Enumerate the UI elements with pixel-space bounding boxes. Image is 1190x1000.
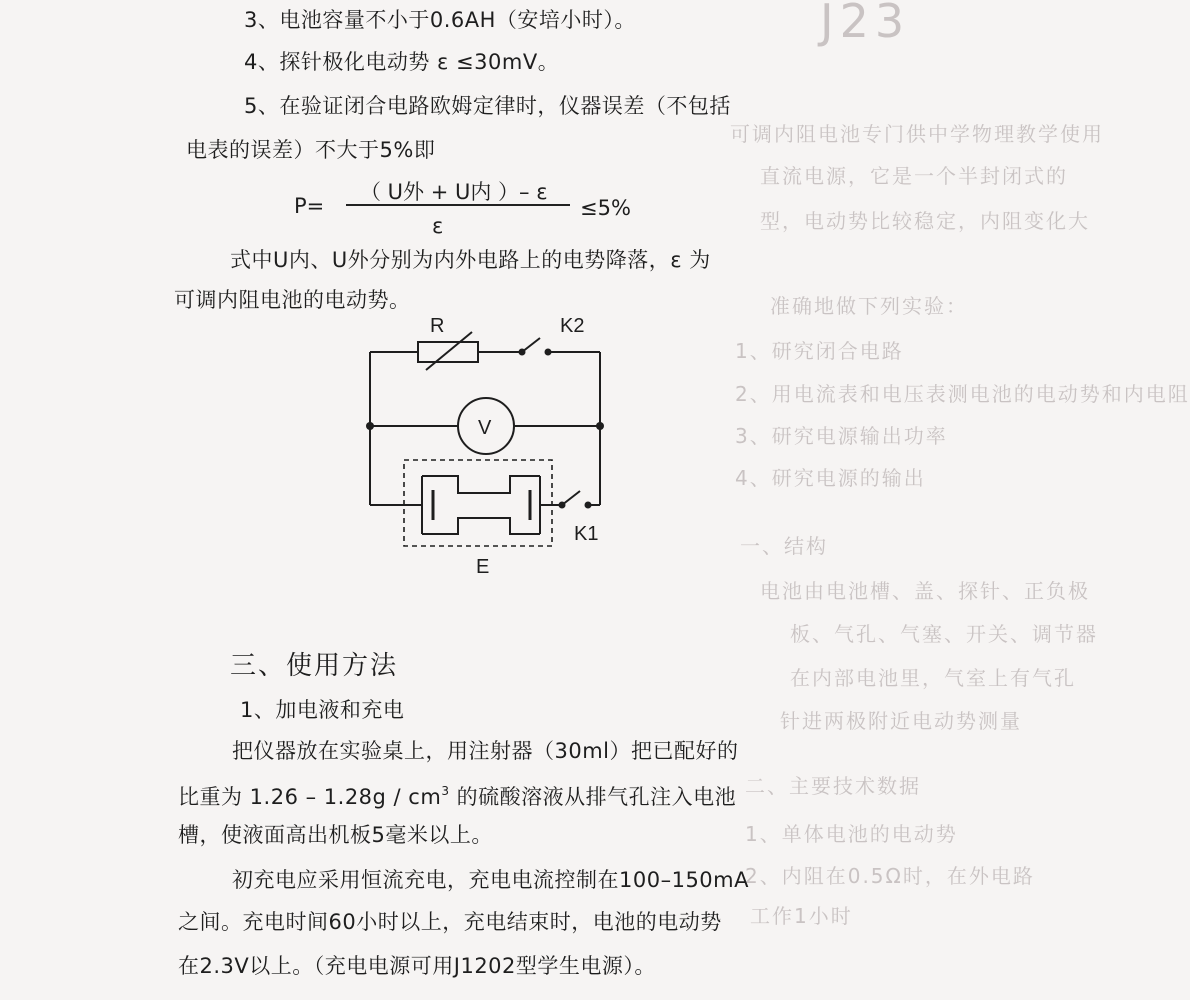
bleed-through-text: 针进两极附近电动势测量	[780, 709, 1022, 733]
bleed-through-text: 二、主要技术数据	[745, 774, 921, 798]
spec-item-5: 5、在验证闭合电路欧姆定律时，仪器误差（不包括	[244, 94, 731, 118]
battery-cell	[422, 476, 540, 534]
bleed-through-text: 工作1小时	[750, 904, 853, 928]
superscript: 3	[441, 784, 450, 798]
battery-label: E	[476, 556, 490, 578]
formula-numerator: （ U外 + U内 ）– ε	[360, 180, 548, 204]
bleed-through-text: 型，电动势比较稳定，内阻变化大	[760, 209, 1090, 233]
body-paragraph: 把仪器放在实验桌上，用注射器（30ml）把已配好的	[232, 739, 739, 763]
bleed-through-text: 直流电源，它是一个半封闭式的	[760, 164, 1068, 188]
junction-dot	[596, 422, 604, 430]
density-text-tail: 的硫酸溶液从排气孔注入电池	[449, 785, 737, 809]
bleed-through-text: 4、研究电源的输出	[735, 466, 926, 490]
spec-item-3: 3、电池容量不小于0.6AH（安培小时）。	[244, 8, 636, 32]
section-heading: 三、使用方法	[230, 651, 399, 681]
formula-denominator: ε	[432, 214, 444, 238]
bleed-through-text: 可调内阻电池专门供中学物理教学使用	[730, 122, 1104, 146]
bleed-through-text: 准确地做下列实验：	[770, 294, 968, 318]
bleed-through-text: 2、内阻在0.5Ω时，在外电路	[745, 864, 1035, 888]
formula-lhs: P=	[294, 194, 325, 218]
spec-item-5-continued: 电表的误差）不大于5%即	[186, 138, 436, 162]
bleed-through-text: 2、用电流表和电压表测电池的电动势和内电阻	[735, 382, 1190, 406]
bleed-through-text: 1、单体电池的电动势	[745, 822, 958, 846]
bleed-through-text: 3、研究电源输出功率	[735, 424, 948, 448]
bleed-through-text: 在内部电池里，气室上有气孔	[790, 666, 1076, 690]
variable-resistor	[418, 332, 478, 370]
bleed-through-text: 电池由电池槽、盖、探针、正负极	[760, 579, 1090, 603]
body-paragraph-line: 在2.3V以上。（充电电源可用J1202型学生电源）。	[178, 954, 656, 978]
formula-explanation: 式中U内、U外分别为内外电路上的电势降落，ε 为	[230, 248, 711, 272]
switch-k1-label: K1	[574, 523, 599, 545]
switch-k2-label: K2	[560, 315, 585, 337]
switch-k2	[519, 338, 552, 356]
body-paragraph-line: 之间。充电时间60小时以上，充电结束时，电池的电动势	[178, 910, 722, 934]
spec-item-4: 4、探针极化电动势 ε ≤30mV。	[244, 50, 560, 74]
bleed-through-text: 板、气孔、气塞、开关、调节器	[790, 622, 1098, 646]
formula-explanation-continued: 可调内阻电池的电动势。	[174, 288, 411, 312]
density-text: 比重为 1.26 – 1.28g / cm	[178, 785, 442, 809]
body-paragraph-line	[178, 785, 736, 808]
resistor-label: R	[430, 315, 445, 337]
bleed-through-text: J23	[820, 0, 911, 48]
junction-dot	[366, 422, 374, 430]
formula-rhs: ≤5%	[580, 196, 631, 220]
body-paragraph-line: 槽，使液面高出机板5毫米以上。	[178, 823, 493, 847]
switch-k1	[559, 491, 592, 509]
bleed-through-text: 1、研究闭合电路	[735, 339, 904, 363]
bleed-through-text: 一、结构	[740, 534, 828, 558]
body-paragraph: 初充电应采用恒流充电，充电电流控制在100–150mA	[232, 868, 749, 892]
subsection-heading: 1、加电液和充电	[240, 698, 405, 722]
voltmeter-label: V	[478, 417, 492, 439]
